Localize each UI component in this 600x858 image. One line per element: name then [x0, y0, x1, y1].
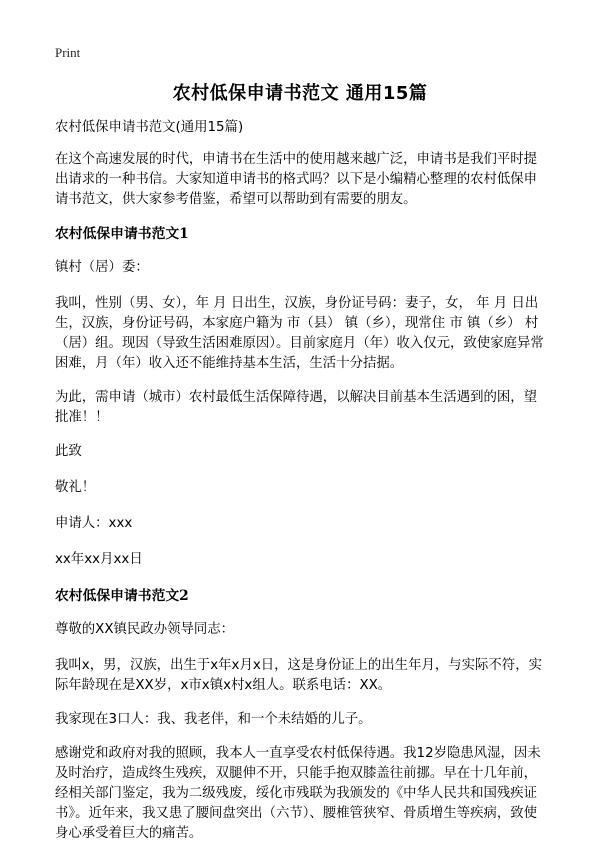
section-2-paragraph-3: 感谢党和政府对我的照顾，我本人一直享受农村低保待遇。我12岁隐患风湿，因未及时治疗，造成终生残疾，双腿伸不开，只能手抱双膝盖往前挪。早在十几年前，经相关部门鉴定，我为二级残废，绥化市残联为我颁发的《中华人民共和国残疾证书》。近年来，我又患了腰间盘突出（六节）、腰椎管狭窄、骨质增生等疾病，致使身心承受着巨大的痛苦。 [55, 746, 541, 841]
document-subtitle: 农村低保申请书范文(通用15篇) [55, 120, 244, 135]
print-label: Print [55, 45, 81, 60]
section-1-paragraph-2: 为此，需申请（城市）农村最低生活保障待遇，以解决目前基本生活遇到的困，望批准！！ [55, 390, 538, 425]
section-1-applicant: 申请人：xxx [55, 516, 133, 531]
section-1-closing-1: 此致 [55, 444, 82, 459]
section-2-salutation: 尊敬的XX镇民政办领导同志： [55, 622, 235, 637]
section-2-paragraph-1: 我叫x，男，汉族，出生于x年x月x日，这是身份证上的出生年月，与实际不符，实际年龄现在是XX岁，x市x镇x村x组人。联系电话：XX。 [55, 658, 542, 693]
section-1-heading: 农村低保申请书范文1 [55, 226, 189, 242]
section-1-closing-2: 敬礼！ [55, 480, 96, 495]
page-title: 农村低保申请书范文 通用15篇 [172, 83, 428, 104]
section-1-paragraph-1: 我叫，性别（男、女），年 月 日出生，汉族，身份证号码：妻子，女， 年 月 日出生，汉族，身份证号码，本家庭户籍为 市（县） 镇（乡），现常住 市 镇（乡） 村（居）组。现因（导致生活困难原因）。目前家庭月（年）收入仅元，致使家庭异常困难，月（年）收入还不能维持基本生活，生活十分拮据。 [55, 296, 544, 371]
section-1-date: xx年xx月xx日 [55, 552, 143, 567]
document-body [55, 118, 547, 858]
section-2-paragraph-2: 我家现在3口人：我、我老伴，和一个未结婚的儿子。 [55, 712, 372, 727]
intro-paragraph: 在这个高速发展的时代，申请书在生活中的使用越来越广泛，申请书是我们平时提出请求的一种书信。大家知道申请书的格式吗？以下是小编精心整理的农村低保申请书范文，供大家参考借鉴，希望可以帮助到有需要的朋友。 [55, 152, 538, 207]
section-2-heading: 农村低保申请书范文2 [55, 588, 189, 604]
section-1-salutation: 镇村（居）委： [55, 260, 149, 275]
